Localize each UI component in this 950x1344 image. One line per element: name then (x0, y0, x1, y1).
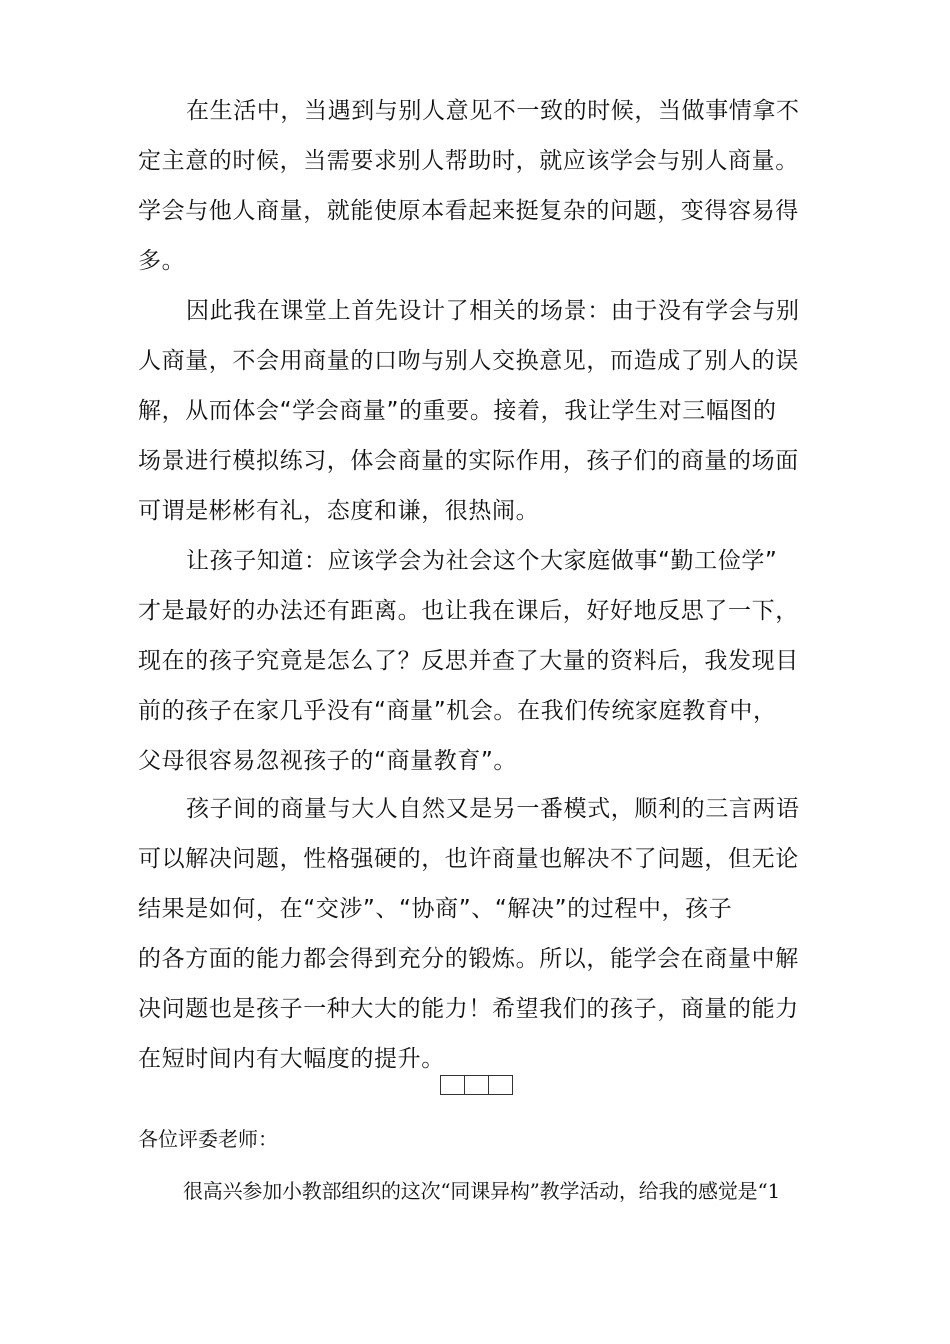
paragraph-line: 解，从而体会“学会商量”的重要。接着，我让学生对三幅图的 (138, 398, 777, 424)
paragraph-line: 定主意的时候，当需要求别人帮助时，就应该学会与别人商量。 (138, 148, 799, 174)
paragraph-line: 因此我在课堂上首先设计了相关的场景：由于没有学会与别 (186, 298, 800, 324)
paragraph-line: 场景进行模拟练习，体会商量的实际作用，孩子们的商量的场面 (138, 448, 799, 474)
paragraph-line: 多。 (138, 248, 186, 274)
empty-box (440, 1075, 465, 1095)
paragraph-line: 孩子间的商量与大人自然又是另一番模式，顺利的三言两语 (186, 796, 800, 822)
paragraph-1 (138, 86, 818, 286)
paragraph-line: 的各方面的能力都会得到充分的锻炼。所以，能学会在商量中解 (138, 946, 799, 972)
paragraph-3 (138, 536, 818, 786)
paragraph-line: 可谓是彬彬有礼，态度和谦，很热闹。 (138, 498, 540, 524)
paragraph-line: 学会与他人商量，就能使原本看起来挺复杂的问题，变得容易得 (138, 198, 799, 224)
paragraph-line: 前的孩子在家几乎没有“商量”机会。在我们传统家庭教育中， (138, 698, 777, 724)
paragraph-line: 人商量，不会用商量的口吻与别人交换意见，而造成了别人的误 (138, 348, 799, 374)
paragraph-line: 可以解决问题，性格强硬的，也许商量也解决不了问题，但无论 (138, 846, 799, 872)
placeholder-boxes (440, 1075, 513, 1095)
intro-line: 很高兴参加小教部组织的这次“同课异构”教学活动，给我的感觉是“1 (183, 1179, 780, 1203)
salutation: 各位评委老师： (138, 1127, 278, 1151)
paragraph-4 (138, 784, 818, 1084)
empty-box (488, 1075, 513, 1095)
paragraph-line: 才是最好的办法还有距离。也让我在课后，好好地反思了一下， (138, 598, 799, 624)
empty-box (464, 1075, 489, 1095)
paragraph-line: 决问题也是孩子一种大大的能力！希望我们的孩子，商量的能力 (138, 996, 799, 1022)
paragraph-line: 结果是如何，在“交涉”、“协商”、“解决”的过程中，孩子 (138, 896, 733, 922)
paragraph-line: 现在的孩子究竟是怎么了？反思并查了大量的资料后，我发现目 (138, 648, 799, 674)
paragraph-line: 让孩子知道：应该学会为社会这个大家庭做事“勤工俭学” (186, 548, 778, 574)
paragraph-2 (138, 286, 818, 536)
paragraph-line: 在短时间内有大幅度的提升。 (138, 1046, 445, 1072)
paragraph-line: 父母很容易忽视孩子的“商量教育”。 (138, 748, 518, 774)
paragraph-line: 在生活中，当遇到与别人意见不一致的时候，当做事情拿不 (186, 98, 800, 124)
